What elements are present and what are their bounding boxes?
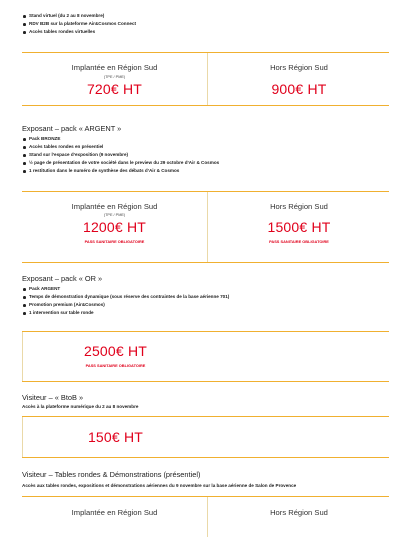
list-item: 1 intervention sur table ronde (22, 309, 229, 317)
argent-price-box (22, 191, 389, 263)
col-title: Implantée en Région Sud (71, 63, 158, 72)
list-item: Pack BRONZE (22, 135, 219, 143)
bronze-features-list (22, 12, 136, 36)
list-item: 1 restitution dans le numéro de synthèse des débats d’Air & Cosmos (22, 167, 219, 175)
price: 150€ HT (87, 429, 144, 445)
col-title: Implantée en Région Sud (71, 202, 158, 211)
price-col-single (22, 417, 208, 457)
price: 720€ HT (86, 81, 143, 97)
argent-features-list (22, 135, 219, 175)
list-item: Stand sur l’espace d’exposition (9 novembre) (22, 151, 219, 159)
price-col-single (22, 332, 208, 381)
list-item: Stand virtuel (du 2 au 8 novembre) (22, 12, 136, 20)
list-item: Accès tables rondes virtuelles (22, 28, 136, 36)
col-subtitle: (TPE / PME) (103, 213, 126, 217)
tables-price-box (22, 496, 389, 537)
price: 2500€ HT (83, 343, 148, 359)
price: 900€ HT (271, 81, 327, 97)
section-title-tables: Visiteur – Tables rondes & Démonstrations (présentiel) (22, 470, 201, 479)
price-col-hors-region (207, 192, 390, 262)
list-item: ½ page de présentation de votre société dans le preview du 29 octobre d’Air & Cosmos (22, 159, 219, 167)
list-item: Promotion premium (Air&Cosmos) (22, 301, 229, 309)
col-subtitle: (TPE / PME) (103, 75, 126, 79)
pass-notice: PASS SANITAIRE OBLIGATOIRE (84, 239, 145, 244)
tables-note: Accès aux tables rondes, expositions et démonstrations aériennes du 9 novembre sur la base aérienne de Salon de Provence (22, 483, 297, 488)
bronze-price-box (22, 52, 389, 106)
pass-notice: PASS SANITAIRE OBLIGATOIRE (269, 239, 329, 244)
pass-notice: PASS SANITAIRE OBLIGATOIRE (85, 363, 146, 368)
list-item: Pack ARGENT (22, 285, 229, 293)
price-col-region-sud (22, 192, 207, 262)
price: 1500€ HT (267, 219, 331, 235)
price-col-region-sud (22, 497, 207, 537)
col-title: Hors Région Sud (270, 508, 328, 517)
col-title: Implantée en Région Sud (71, 508, 158, 517)
or-features-list (22, 285, 229, 317)
list-item: Accès tables rondes en présentiel (22, 143, 219, 151)
list-item: Temps de démonstration dynamique (sous réserve des contraintes de la base aérienne 701) (22, 293, 229, 301)
or-price-box (22, 331, 389, 382)
section-title-argent: Exposant – pack « ARGENT » (22, 124, 122, 133)
price-col-hors-region (207, 497, 390, 537)
price-col-region-sud (22, 53, 207, 105)
price: 1200€ HT (82, 219, 147, 235)
btob-note: Accès à la plateforme numérique du 2 au 8 novembre (22, 404, 139, 409)
section-title-or: Exposant – pack « OR » (22, 274, 103, 283)
price-col-hors-region (207, 53, 390, 105)
section-title-btob: Visiteur – « BtoB » (22, 393, 84, 402)
col-title: Hors Région Sud (270, 63, 328, 72)
btob-price-box (22, 416, 389, 458)
list-item: RDV B2B sur la plateforme Air&Cosmos Connect (22, 20, 136, 28)
col-title: Hors Région Sud (270, 202, 328, 211)
